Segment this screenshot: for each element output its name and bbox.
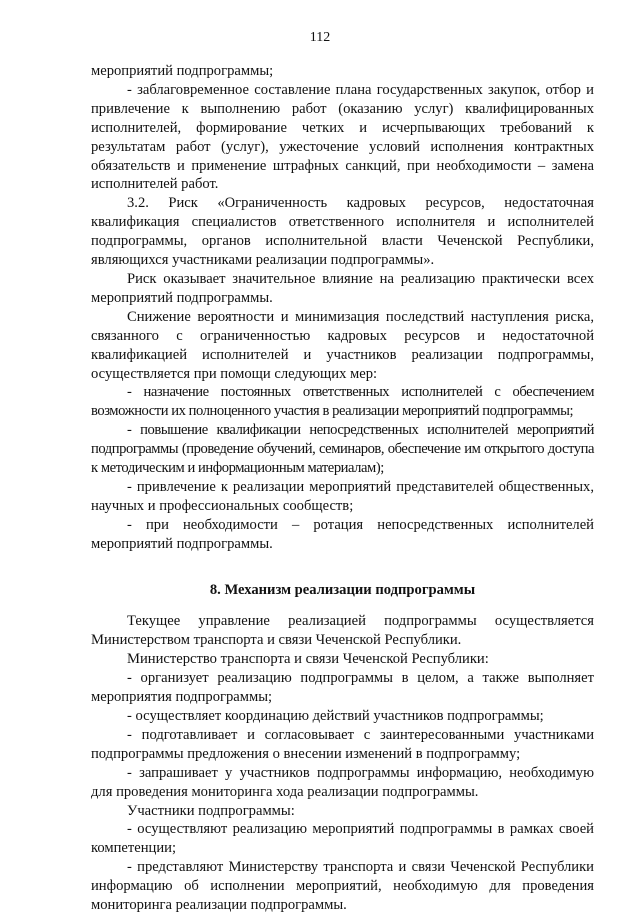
paragraph-risk-3-2: 3.2. Риск «Ограниченность кадровых ресурсов, недостаточная квалификация специалистов ответственного исполнителя и исполнителей подпрограммы, органов исполнительной власти Чеченской Республики, являющихся участниками реализации подпрограммы». xyxy=(91,195,598,269)
list-item-requests: - запрашивает у участников подпрограммы информацию, необходимую для проведения мониторинга хода реализации подпрограммы. xyxy=(91,764,594,800)
paragraph-procurement-measures: - заблаговременное составление плана государственных закупок, отбор и привлечение к выполнению работ (оказанию услуг) квалифицированных исполнителей, формирование четких и исчерпывающих требований к результатам работ (услуг), ужесточение условий исполнения контрактных обязательств и применение штрафных санкций, при необходимости – замена исполнителей работ. xyxy=(91,81,594,193)
list-item-implement: - осуществляют реализацию мероприятий подпрограммы в рамках своей компетенции; xyxy=(91,821,594,857)
paragraph-risk-impact: Риск оказывает значительное влияние на реализацию практически всех мероприятий подпрограммы. xyxy=(91,270,594,306)
paragraph-current-management: Текущее управление реализацией подпрограммы осуществляется Министерством транспорта и связи Чеченской Республики. xyxy=(91,613,594,649)
paragraph-participants-label: Участники подпрограммы: xyxy=(127,802,295,819)
list-item-rotation: - при необходимости – ротация непосредственных исполнителей мероприятий подпрограммы. xyxy=(91,516,594,552)
document-body xyxy=(91,62,598,915)
list-item-coordinates: - осуществляет координацию действий участников подпрограммы; xyxy=(127,708,544,724)
paragraph-ministry-label: Министерство транспорта и связи Чеченской Республики: xyxy=(127,651,489,668)
list-item-permanent-executors: - назначение постоянных ответственных исполнителей с обеспечением возможности их полноценного участия в реализации мероприятий подпрограммы; xyxy=(91,384,594,420)
list-item-communities: - привлечение к реализации мероприятий представителей общественных, научных и профессиональных сообществ; xyxy=(91,478,594,514)
list-item-prepares: - подготавливает и согласовывает с заинтересованными участниками подпрограммы предложения о внесении изменений в подпрограмму; xyxy=(91,726,594,762)
section-heading: 8. Механизм реализации подпрограммы xyxy=(209,581,476,598)
list-item-provide-info: - представляют Министерству транспорта и связи Чеченской Республики информацию об исполнении мероприятий, необходимую для проведения мониторинга реализации подпрограммы. xyxy=(91,859,594,914)
list-item-qualification: - повышение квалификации непосредственных исполнителей мероприятий подпрограммы (проведение обучений, семинаров, обеспечение им открытого доступа к методическим и информационным материалам); xyxy=(91,422,594,477)
paragraph-risk-mitigation: Снижение вероятности и минимизация последствий наступления риска, связанного с ограниченностью кадровых ресурсов и недостаточной квалификацией исполнителей и участников реализации подпрограммы, осуществляется при помощи следующих мер: xyxy=(91,308,594,382)
page-number: 112 xyxy=(309,30,331,45)
paragraph-continuation: мероприятий подпрограммы; xyxy=(91,63,274,79)
list-item-organizes: - организует реализацию подпрограммы в целом, а также выполняет мероприятия подпрограммы; xyxy=(91,670,594,706)
